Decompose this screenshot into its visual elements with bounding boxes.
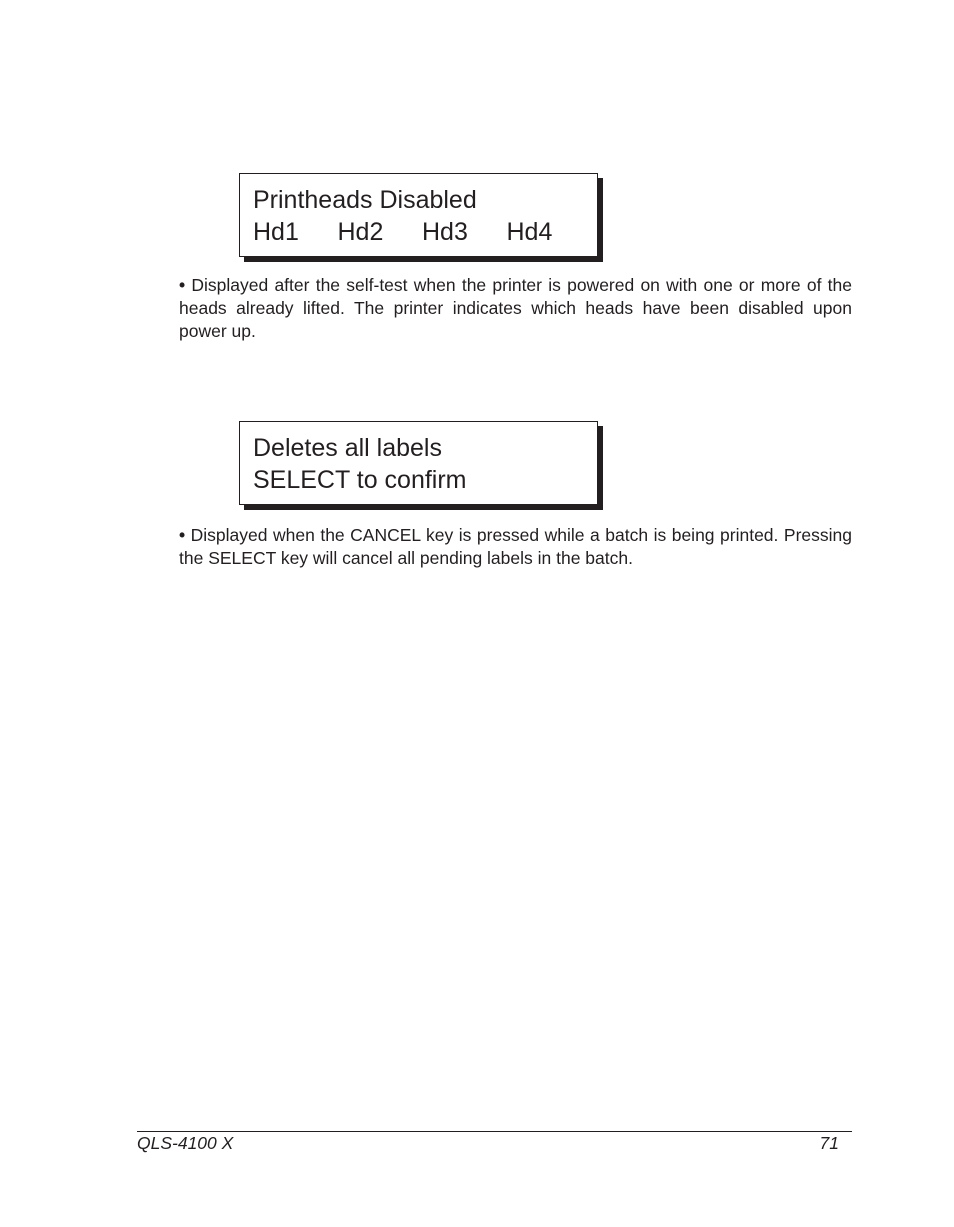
bullet: • (179, 275, 186, 295)
description-text: Displayed after the self-test when the printer is powered on with one or more of the heads already lifted. The printer indicates which heads have been disabled upon power up. (179, 275, 852, 341)
description-deletes-all-labels (179, 524, 852, 570)
footer-product-name: QLS-4100 X (137, 1133, 234, 1153)
lcd-display-deletes-all-labels (239, 421, 598, 505)
footer-divider (137, 1131, 852, 1132)
description-text: Displayed when the CANCEL key is pressed while a batch is being printed. Pressing the SELECT key will cancel all pending labels in the batch. (179, 525, 852, 568)
lcd-line-1: Deletes all labels (253, 434, 442, 462)
head-label-2: Hd2 (337, 218, 384, 246)
description-printheads-disabled (179, 274, 852, 343)
head-label-1: Hd1 (253, 218, 299, 246)
head-label-3: Hd3 (422, 218, 468, 246)
footer-page-number: 71 (819, 1133, 839, 1153)
head-label-4: Hd4 (506, 218, 553, 246)
lcd-display-printheads-disabled (239, 173, 598, 257)
lcd-line-2 (253, 216, 597, 248)
lcd-line-1: Printheads Disabled (253, 186, 477, 214)
lcd-line-2: SELECT to confirm (253, 466, 467, 494)
bullet: • (179, 525, 186, 545)
